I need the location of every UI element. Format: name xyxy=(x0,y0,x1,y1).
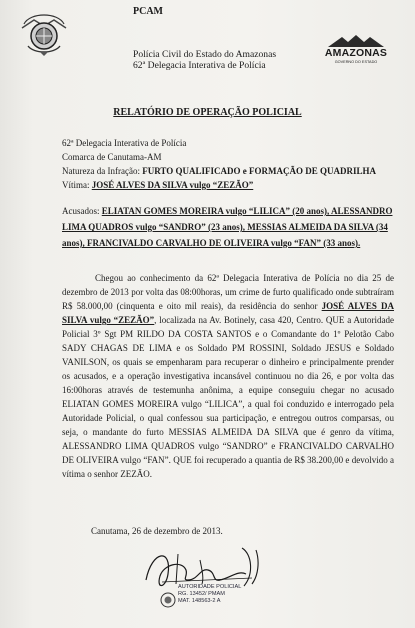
logo-subtext: GOVERNO DO ESTADO xyxy=(334,60,378,64)
acusados-label: Acusados: xyxy=(62,206,100,216)
place-and-date: Canutama, 26 de dezembro de 2013. xyxy=(91,526,223,536)
field-delegacia: 62ª Delegacia Interativa de Polícia xyxy=(62,138,187,148)
logo-text: AMAZONAS xyxy=(324,47,388,59)
official-stamp xyxy=(178,584,241,605)
signature-icon xyxy=(142,540,292,620)
org-name: Polícia Civil do Estado do Amazonas xyxy=(133,49,277,60)
field-comarca: Comarca de Canutama-AM xyxy=(62,152,162,162)
field-vitima xyxy=(62,180,253,190)
natureza-value: FURTO QUALIFICADO e FORMAÇÃO DE QUADRILHA xyxy=(142,166,376,176)
vitima-label: Vítima: xyxy=(62,180,90,190)
vitima-value: JOSÉ ALVES DA SILVA vulgo “ZEZÃO” xyxy=(91,180,254,190)
state-crest-icon xyxy=(20,6,68,58)
report-paragraph xyxy=(62,271,394,481)
acusados-line-3: anos), FRANCIVALDO CARVALHO DE OLIVEIRA vulgo “FAN” (33 anos). xyxy=(62,238,361,248)
field-acusados xyxy=(62,206,392,216)
paragraph-intro: Chegou ao conhecimento da 62ª Delegacia Interativa de Polícia no dia 25 de dezembro de 2013 por volta das 08:00horas, um crime de furto qualificado onde subtraíram R$ 58.000,00 (cinquenta e oito mil reais), da residência do senhor xyxy=(62,273,394,311)
report-body xyxy=(62,271,394,481)
org-unit: 62ª Delegacia Interativa de Polícia xyxy=(133,60,266,71)
paragraph-rest: , localizada na Av. Botinely, casa 420, Centro. QUE a Autoridade Policial 3º Sgt PM RILDO DA COSTA SANTOS e o Comandante do 1º Pelotão Cabo SADY CHAGAS DE LIMA e os Soldado PM ROSSINI, Soldado JESUS e Soldado VANILSON, os quais se empenharam para recuperar o dinheiro e principalmente prender os acusados, e a operação investigativa incansável continuou no dia 26, e por volta das 16:00horas através de testemunha anônima, a equipe conseguiu chegar no acusado ELIATAN GOMES MOREIRA vulgo “LILICA”, a qual foi conduzido e interrogado pela Autoridade Policial, o qual confessou sua participação, e entregou outros comparsas, ou seja, o mandante do furto MESSIAS ALMEIDA DA SILVA que é genro da vítima, ALESSANDRO LIMA QUADROS vulgo “SANDRO” e FRANCIVALDO CARVALHO DE OLIVEIRA vulgo “FAN”. QUE foi recuperado a quantia de R$ 38.200,00 e devolvido a vítima o senhor ZEZÃO. xyxy=(62,315,394,479)
field-natureza xyxy=(62,166,376,176)
org-short-name: PCAM xyxy=(133,6,163,17)
stamp-line-1: AUTORIDADE POLICIAL xyxy=(178,584,242,590)
stamp-line-3: MAT. 148563-2 A xyxy=(178,598,221,604)
acusados-line-2: LIMA QUADROS vulgo “SANDRO” (23 anos), MESSIAS ALMEIDA DA SILVA (34 xyxy=(62,222,388,232)
logo-mark-icon xyxy=(318,34,394,48)
paragraph-victim-name: JOSÉ ALVES DA SILVA vulgo “ZEZÃO” xyxy=(62,301,395,325)
stamp-line-2: RG. 13452/ PMAM xyxy=(178,591,225,597)
natureza-label: Natureza da Infração: xyxy=(62,166,140,176)
acusados-line-1: ELIATAN GOMES MOREIRA vulgo “LILICA” (20 anos), ALESSANDRO xyxy=(101,206,393,216)
government-logo xyxy=(318,34,394,68)
document-title: RELATÓRIO DE OPERAÇÃO POLICIAL xyxy=(113,107,302,118)
